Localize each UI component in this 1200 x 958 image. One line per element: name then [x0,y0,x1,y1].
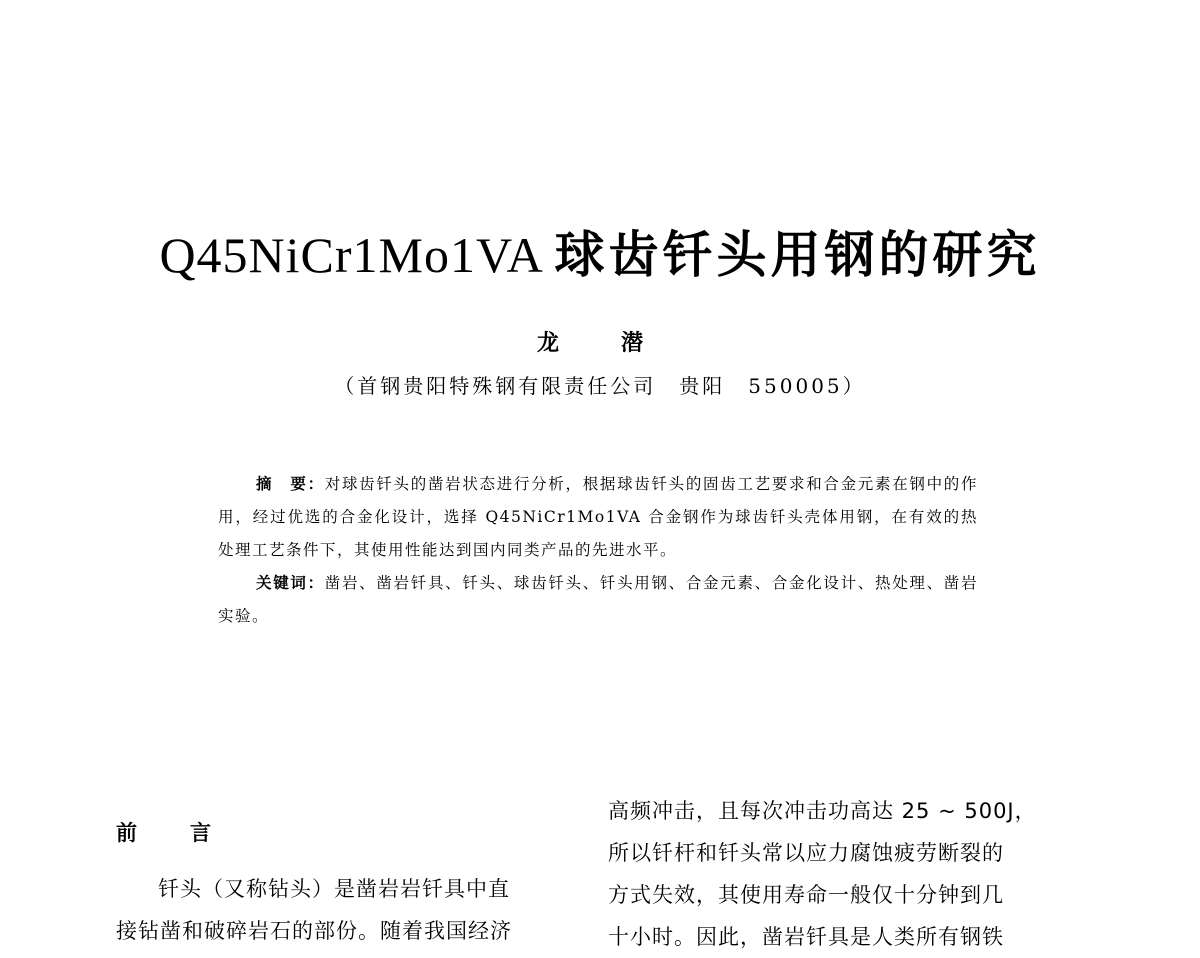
title-latin: Q45NiCr1Mo1VA [159,227,542,283]
text-line: 接钻凿和破碎岩石的部份。随着我国经济 [116,919,512,943]
keywords-label: 关键词： [256,574,325,592]
body-column-right [608,790,1084,958]
text-line: 所以钎杆和钎头常以应力腐蚀疲劳断裂的 [608,841,1004,865]
abstract-text: 对球齿钎头的凿岩状态进行分析，根据球齿钎头的固齿工艺要求和合金元素在钢中的作用，经过优选的合金化设计，选择 Q45NiCr1Mo1VA 合金钢作为球齿钎头壳体用钢，在有效的热处理工艺条件下，其使用性能达到国内同类产品的先进水平。 [218,475,978,559]
section-heading: 前 言 [116,821,227,845]
author-affiliation: （首钢贵阳特殊钢有限责任公司 贵阳 550005） [334,374,866,398]
text-line: 钎头（又称钻头）是凿岩岩钎具中直 [158,877,510,901]
author-name: 龙 潜 [536,331,663,356]
abstract-block [218,468,978,633]
keywords-text: 凿岩、凿岩钎具、钎头、球齿钎头、钎头用钢、合金元素、合金化设计、热处理、凿岩实验。 [218,574,978,625]
abstract-paragraph [218,468,978,567]
abstract-label: 摘 要： [256,475,325,493]
text-line: 高频冲击，且每次冲击功高达 25 ~ 500J， [608,799,1037,823]
keywords-paragraph [218,567,978,633]
text-line: 方式失效，其使用寿命一般仅十分钟到几 [608,883,1004,907]
title-chinese: 球齿钎头用钢的研究 [554,226,1041,284]
body-column-left [116,812,576,952]
paper-title [0,228,1200,283]
body-paragraph-left [116,868,576,952]
text-line: 十小时。因此，凿岩钎具是人类所有钢铁 [608,925,1004,949]
